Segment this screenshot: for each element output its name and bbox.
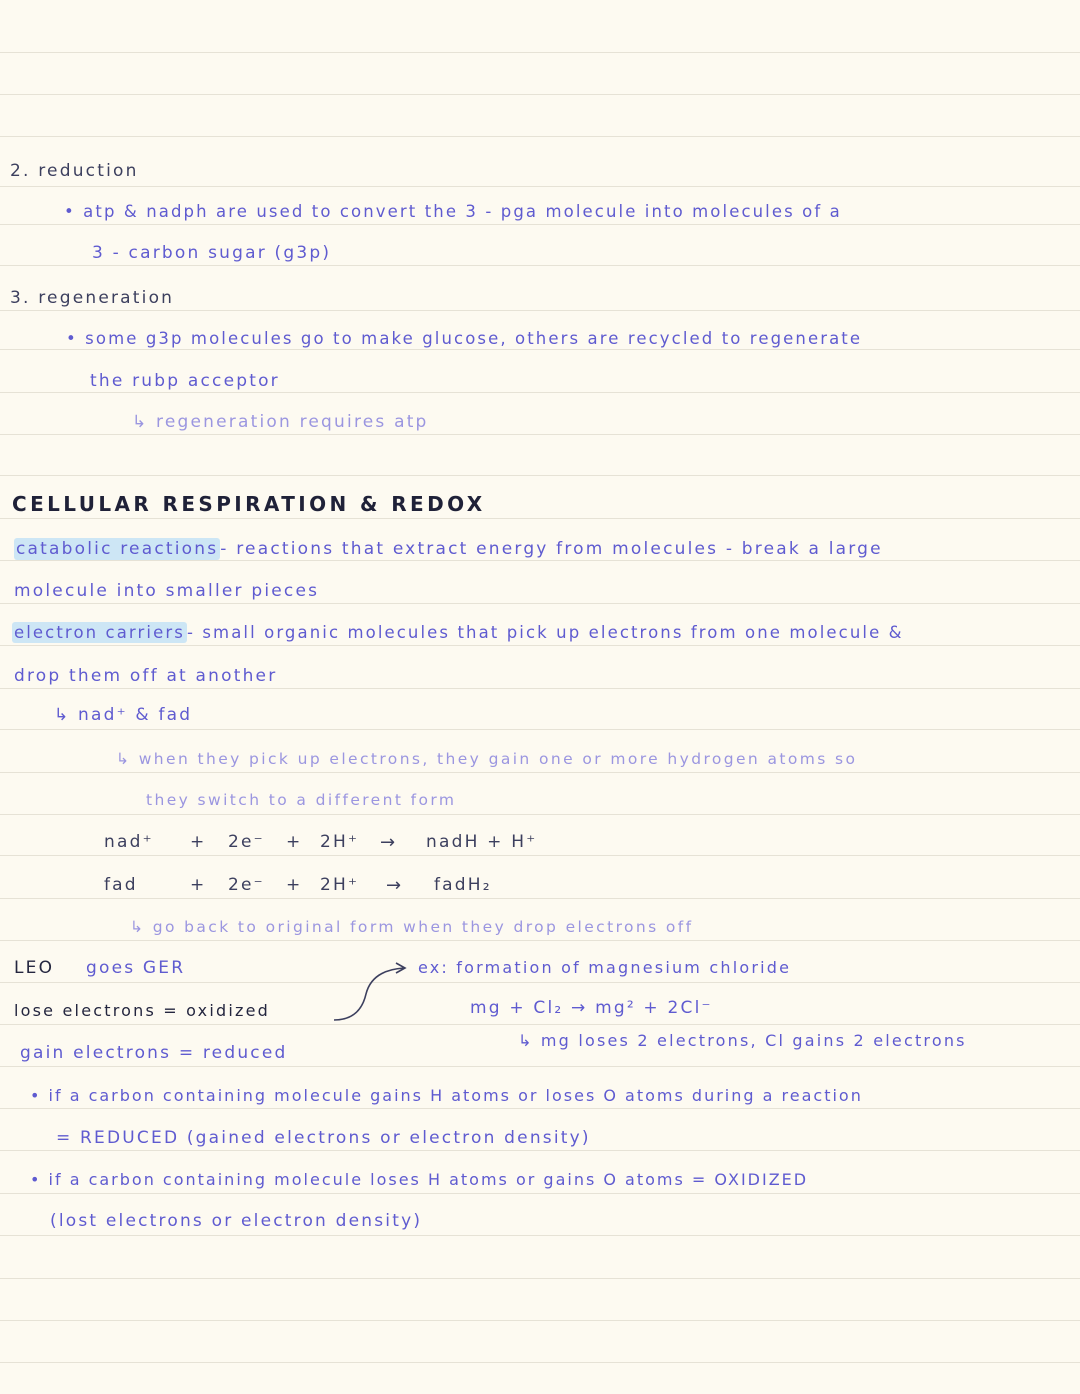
eq-fad-protons: 2H⁺ [320, 875, 360, 895]
eq-fad-plus2: + [286, 875, 303, 895]
carriers-definition [12, 625, 904, 642]
carriers-term: electron carriers [14, 623, 185, 642]
right-arrow-icon: → [386, 875, 402, 896]
carriers-continuation: drop them off at another [14, 666, 278, 686]
catabolic-definition [14, 541, 883, 558]
pickup-line2: they switch to a different form [146, 791, 457, 809]
eq-nad-protons: 2H⁺ [320, 832, 360, 852]
example-equation: mg + Cl₂ → mg² + 2Cl⁻ [470, 998, 713, 1018]
lose-electrons-rule: lose electrons = oxidized [14, 1001, 270, 1020]
catabolic-def-text: - reactions that extract energy from molecules - break a large [220, 539, 883, 559]
eq-nad-plus2: + [286, 832, 303, 852]
eq-nad-product: nadH + H⁺ [426, 832, 538, 852]
eq-fad-plus1: + [190, 875, 207, 895]
drop-note: ↳ go back to original form when they drop electrons off [130, 918, 694, 936]
oxidized-rule-line2: (lost electrons or electron density) [50, 1211, 423, 1231]
pickup-line1: ↳ when they pick up electrons, they gain one or more hydrogen atoms so [116, 750, 858, 768]
regeneration-note: ↳ regeneration requires atp [132, 412, 429, 432]
example-note: ↳ mg loses 2 electrons, Cl gains 2 electrons [518, 1031, 967, 1050]
eq-fad-product: fadH₂ [434, 875, 492, 895]
right-arrow-icon: → [380, 832, 396, 853]
reduced-rule-line2: = REDUCED (gained electrons or electron density) [56, 1128, 591, 1148]
goes-ger-label: goes GER [86, 958, 186, 978]
eq-nad-reactant: nad⁺ [104, 832, 154, 852]
eq-fad-reactant: fad [104, 875, 138, 895]
reduction-bullet-line1: • atp & nadph are used to convert the 3 - pga molecule into molecules of a [64, 202, 842, 221]
oxidized-rule-line1: • if a carbon containing molecule loses H atoms or gains O atoms = OXIDIZED [30, 1170, 809, 1189]
connector-arrow-icon [330, 960, 410, 1026]
respiration-title: CELLULAR RESPIRATION & REDOX [12, 492, 486, 516]
reduction-bullet-line2: 3 - carbon sugar (g3p) [92, 243, 332, 263]
eq-nad-plus1: + [190, 832, 207, 852]
gain-electrons-rule: gain electrons = reduced [20, 1043, 288, 1063]
catabolic-term: catabolic reactions [16, 539, 219, 559]
regeneration-bullet-line1: • some g3p molecules go to make glucose, others are recycled to regenerate [66, 329, 863, 348]
reduction-heading: 2. reduction [10, 161, 139, 181]
reduced-rule-line1: • if a carbon containing molecule gains H atoms or loses O atoms during a reaction [30, 1086, 863, 1105]
carriers-examples: ↳ nad⁺ & fad [54, 705, 193, 725]
eq-fad-electrons: 2e⁻ [228, 875, 265, 895]
catabolic-continuation: molecule into smaller pieces [14, 581, 320, 601]
leo-label: LEO [14, 958, 55, 978]
example-label: ex: formation of magnesium chloride [418, 958, 792, 977]
regeneration-heading: 3. regeneration [10, 288, 175, 308]
eq-nad-electrons: 2e⁻ [228, 832, 265, 852]
carriers-def-text: - small organic molecules that pick up electrons from one molecule & [186, 623, 904, 642]
regeneration-bullet-line2: the rubp acceptor [90, 371, 280, 391]
